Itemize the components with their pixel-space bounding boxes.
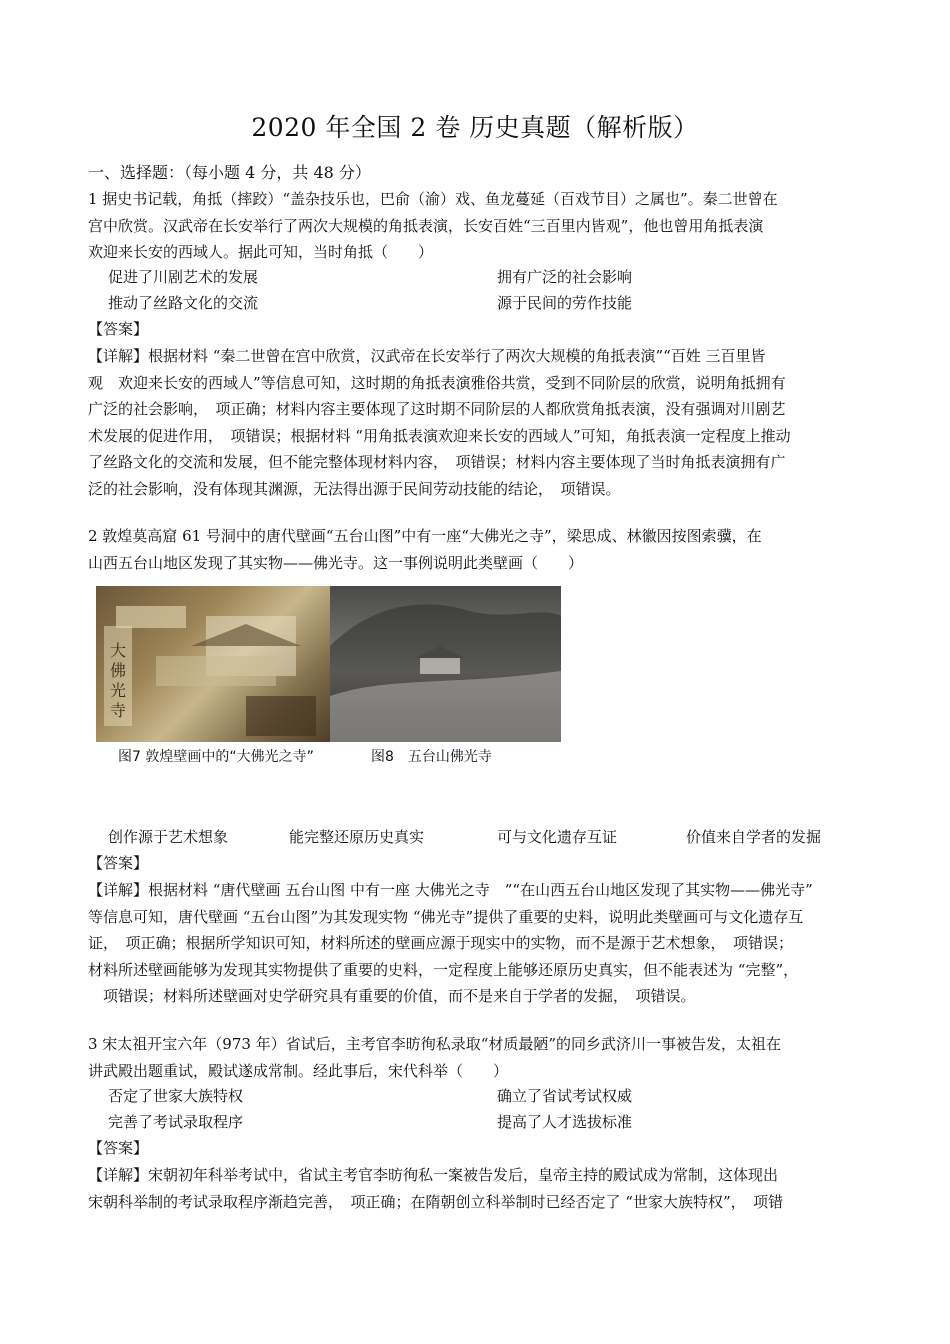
text-line: 泛的社会影响，没有体现其渊源，无法得出源于民间劳动技能的结论， 项错误。 [88,479,621,498]
figure-8-caption: 图8 五台山佛光寺 [371,749,492,765]
text-line: 宫中欣赏。汉武帝在长安举行了两次大规模的角抵表演，长安百姓“三百里内皆观”，他也曾用角抵表演 [88,216,764,235]
page-title: 2020 年全国 2 卷 历史真题（解析版） [251,113,699,142]
section-heading: 一、选择题：（每小题 4 分，共 48 分） [88,163,371,182]
q3-explanation [88,1162,866,1215]
text-line: 项错误；材料所述壁画对史学研究具有重要的价值，而不是来自于学者的发掘， 项错误。 [88,987,696,1005]
figure-images [96,586,561,742]
q3-answer-label: 【答案】 [88,1139,149,1157]
q2-answer-label: 【答案】 [88,854,149,872]
figure-7-caption: 图7 敦煌壁画中的“大佛光之寺” [118,749,314,765]
q1-option-b[interactable]: 拥有广泛的社会影响 [497,268,633,286]
text-line: 观 欢迎来长安的西域人”等信息可知，这时期的角抵表演雅俗共赏，受到不同阶层的欣赏，说明角抵拥有 [88,373,786,392]
question-2-stem [88,523,866,576]
q3-option-c[interactable]: 完善了考试录取程序 [108,1113,244,1131]
text-line: 术发展的促进作用， 项错误；根据材料 “用角抵表演欢迎来长安的西域人”可知，角抵表演一定程度上推动 [88,426,791,445]
q3-option-b[interactable]: 确立了省试考试权威 [497,1087,633,1105]
svg-text:寺: 寺 [110,701,127,720]
q2-option-b[interactable]: 能完整还原历史真实 [289,828,425,846]
q2-option-d[interactable]: 价值来自学者的发掘 [686,828,822,846]
q1-option-d[interactable]: 源于民间的劳作技能 [497,294,633,312]
text-line: 1 据史书记载，角抵（摔跤）“盖杂技乐也，巴俞（渝）戏、鱼龙蔓延（百戏节目）之属也”。秦二世曾在 [88,190,778,208]
temple-photo [330,586,561,742]
svg-text:大: 大 [110,641,127,660]
text-line: 讲武殿出题重试，殿试遂成常制。经此事后，宋代科举（ ） [88,1061,509,1080]
q2-explanation [88,877,866,1010]
q1-answer-label: 【答案】 [88,320,149,338]
text-line: 山西五台山地区发现了其实物——佛光寺。这一事例说明此类壁画（ ） [88,553,584,572]
q2-option-c[interactable]: 可与文化遗存互证 [497,828,618,846]
q1-option-c[interactable]: 推动了丝路文化的交流 [108,294,259,312]
question-1-stem [88,186,866,266]
text-line: 了丝路文化的交流和发展，但不能完整体现材料内容， 项错误；材料内容主要体现了当时角抵表演拥有广 [88,453,786,471]
q1-explanation [88,343,866,502]
q2-option-a[interactable]: 创作源于艺术想象 [108,828,229,846]
svg-text:光: 光 [110,681,127,700]
text-line: 证， 项正确；根据所学知识可知，材料所述的壁画应源于现实中的实物，而不是源于艺术想象， 项错误； [88,934,794,952]
text-line: 宋朝科举制的考试录取程序渐趋完善， 项正确；在隋朝创立科举制时已经否定了 “世家大族特权”， 项错 [88,1192,784,1211]
mural-image [96,586,330,742]
text-line: 欢迎来长安的西域人。据此可知，当时角抵（ ） [88,243,434,261]
q3-option-d[interactable]: 提高了人才选拔标准 [497,1113,633,1131]
text-line: 广泛的社会影响， 项正确；材料内容主要体现了这时期不同阶层的人都欣赏角抵表演，没有强调对川剧艺 [88,400,786,418]
text-line: 等信息可知，唐代壁画 “五台山图”为其发现实物 “佛光寺”提供了重要的史料，说明此类壁画可与文化遗存互 [88,907,804,926]
text-line: 【详解】根据材料 “秦二世曾在宫中欣赏，汉武帝在长安举行了两次大规模的角抵表演”“百姓 三百里皆 [88,347,766,365]
q3-option-a[interactable]: 否定了世家大族特权 [108,1087,244,1105]
text-line: 2 敦煌莫高窟 61 号洞中的唐代壁画“五台山图”中有一座“大佛光之寺”，梁思成、林徽因按图索骥，在 [88,527,762,545]
text-line: 【详解】宋朝初年科举考试中，省试主考官李昉徇私一案被告发后，皇帝主持的殿试成为常制，这体现出 [88,1166,779,1184]
svg-text:佛: 佛 [110,661,127,680]
text-line: 【详解】根据材料 “唐代壁画 五台山图 中有一座 大佛光之寺 ”“在山西五台山地区发现了其实物——佛光寺” [88,881,813,899]
question-3-stem [88,1031,866,1084]
q1-option-a[interactable]: 促进了川剧艺术的发展 [108,268,259,286]
text-line: 3 宋太祖开宝六年（973 年）省试后，主考官李昉徇私录取“材质最陋”的同乡武济川一事被告发，太祖在 [88,1035,782,1053]
text-line: 材料所述壁画能够为发现其实物提供了重要的史料，一定程度上能够还原历史真实，但不能表述为 “完整”， [88,960,799,979]
